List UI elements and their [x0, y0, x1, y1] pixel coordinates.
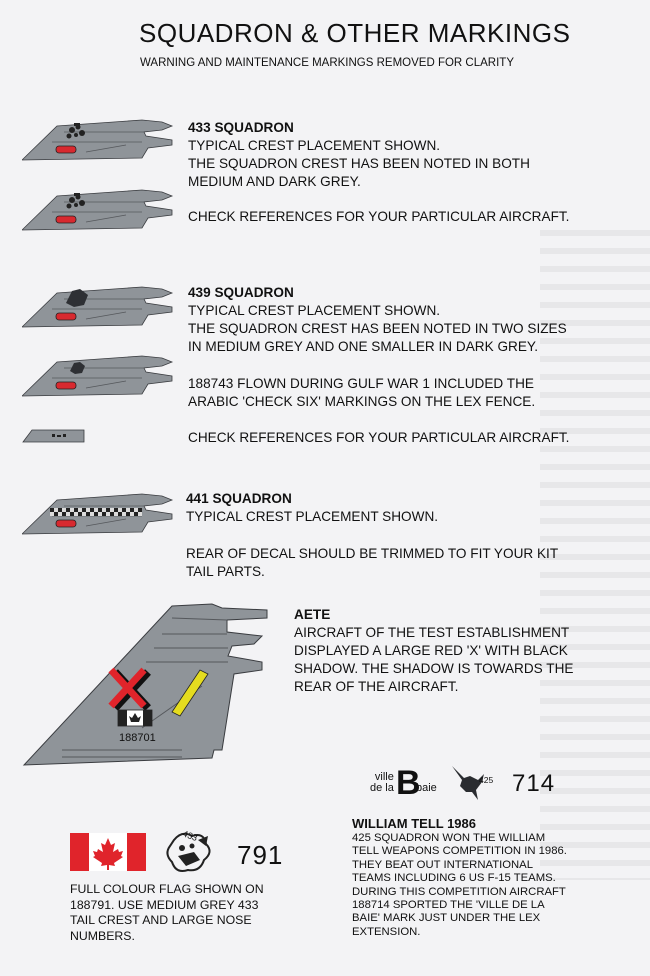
aete-line: SHADOW. THE SHADOW IS TOWARDS THE [294, 661, 574, 676]
aete-heading: AETE [294, 607, 331, 622]
sq433-note: CHECK REFERENCES FOR YOUR PARTICULAR AIRCRAFT. [188, 209, 570, 224]
tail-fin-439-icon [22, 285, 182, 333]
page-subtitle: WARNING AND MAINTENANCE MARKINGS REMOVED FOR CLARITY [140, 57, 514, 69]
aete-line: AIRCRAFT OF THE TEST ESTABLISHMENT [294, 625, 570, 640]
aete-text [294, 606, 573, 696]
sq439-gulf-line: 188743 FLOWN DURING GULF WAR 1 INCLUDED THE [188, 376, 534, 391]
flag-line: 188791. USE MEDIUM GREY 433 [70, 897, 259, 912]
aete-tail-fin-icon [22, 600, 272, 770]
flag-section-text [70, 882, 264, 944]
sq441-trim-line: REAR OF DECAL SHOULD BE TRIMMED TO FIT YOUR KIT [186, 546, 559, 561]
page-title: SQUADRON & OTHER MARKINGS [139, 18, 571, 48]
sq439-line: TYPICAL CREST PLACEMENT SHOWN. [188, 303, 441, 318]
nose-number-791: 791 [237, 840, 284, 870]
sq433-text [188, 119, 530, 191]
william-tell-heading: WILLIAM TELL 1986 [352, 816, 476, 831]
william-tell-line: 425 SQUADRON WON THE WILLIAM [352, 832, 546, 844]
flag-line: NUMBERS. [70, 928, 135, 943]
sq439-gulf-note [188, 375, 535, 411]
sq441-text [186, 490, 438, 526]
lex-fence-icon [22, 428, 86, 444]
william-tell-text [352, 816, 567, 939]
nose-number-714: 714 [512, 770, 556, 797]
flag-line: FULL COLOUR FLAG SHOWN ON [70, 882, 264, 896]
aete-line: REAR OF THE AIRCRAFT. [294, 679, 459, 694]
aete-line: DISPLAYED A LARGE RED 'X' WITH BLACK [294, 643, 568, 658]
sq433-line: MEDIUM AND DARK GREY. [188, 174, 361, 189]
sq441-line: TYPICAL CREST PLACEMENT SHOWN. [186, 509, 439, 524]
sq441-trim-note [186, 545, 558, 581]
tail-fin-433-icon [22, 188, 182, 236]
crest-number: 433 [181, 828, 199, 844]
sq439-line: IN MEDIUM GREY AND ONE SMALLER IN DARK GREY. [188, 339, 538, 354]
logo-b-glyph: B [396, 764, 421, 802]
sq433-heading: 433 SQUADRON [188, 120, 294, 135]
william-tell-line: THEY BEAT OUT INTERNATIONAL [352, 858, 533, 871]
william-tell-line: DURING THIS COMPETITION AIRCRAFT [352, 885, 566, 898]
sq439-gulf-line: ARABIC 'CHECK SIX' MARKINGS ON THE LEX FENCE. [188, 394, 536, 409]
logo-word: de la [370, 782, 394, 794]
sq441-trim-line: TAIL PARTS. [186, 564, 265, 579]
bird-number: 425 [479, 775, 494, 785]
ville-de-la-baie-logo [370, 772, 394, 794]
sq439-line: THE SQUADRON CREST HAS BEEN NOTED IN TWO SIZES [188, 321, 567, 336]
logo-word: ville [374, 771, 394, 783]
william-tell-line: BAIE' MARK JUST UNDER THE LEX [352, 912, 541, 925]
squadron-crest-icon [160, 826, 222, 878]
tail-fin-433-icon [22, 118, 182, 166]
william-tell-line: TEAMS INCLUDING 6 US F-15 TEAMS. [352, 872, 556, 885]
william-tell-line: EXTENSION. [352, 925, 421, 938]
sq439-note: CHECK REFERENCES FOR YOUR PARTICULAR AIRCRAFT. [188, 430, 570, 445]
william-tell-line: TELL WEAPONS COMPETITION IN 1986. [352, 845, 567, 858]
aete-serial: 188701 [119, 732, 156, 744]
flag-line: TAIL CREST AND LARGE NOSE [70, 913, 252, 927]
sq433-line: TYPICAL CREST PLACEMENT SHOWN. [188, 138, 441, 153]
sq441-heading: 441 SQUADRON [186, 491, 292, 506]
tail-fin-439-icon [22, 354, 182, 402]
william-tell-line: 188714 SPORTED THE 'VILLE DE LA [352, 899, 545, 912]
logo-word: baie [416, 782, 437, 794]
sq433-line: THE SQUADRON CREST HAS BEEN NOTED IN BOTH [188, 156, 530, 171]
canada-flag-icon [70, 833, 146, 871]
sq439-heading: 439 SQUADRON [188, 285, 294, 300]
tail-fin-441-icon [22, 492, 182, 540]
sq439-text [188, 284, 567, 356]
